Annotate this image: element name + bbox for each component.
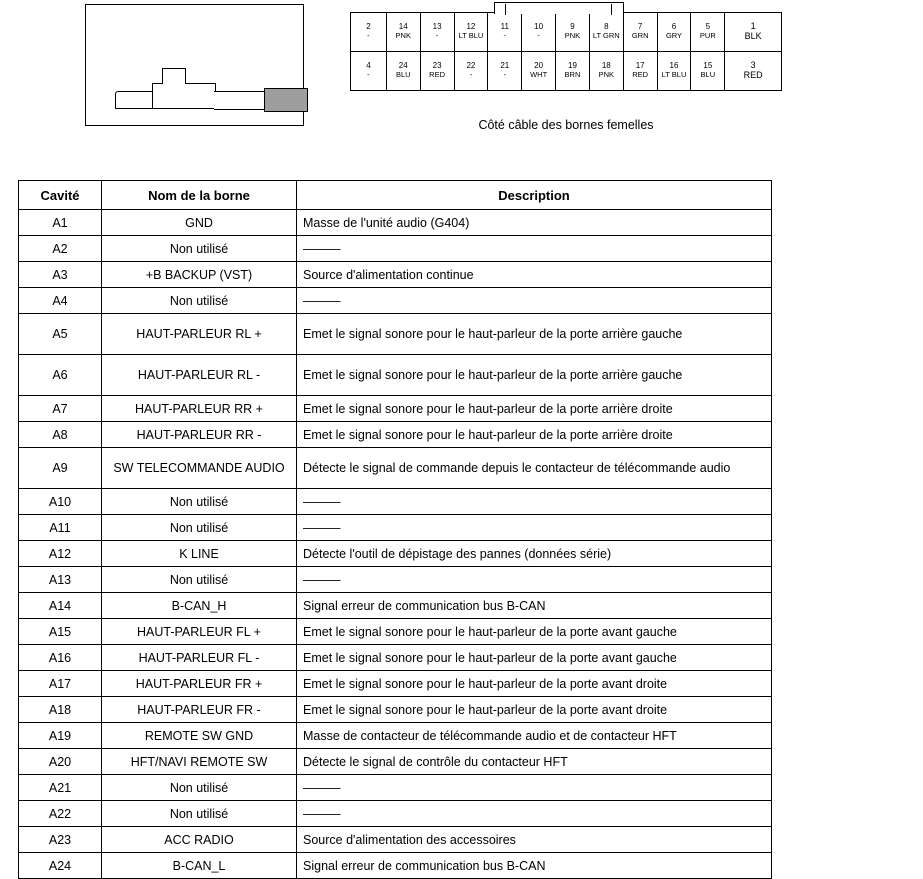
cell-cavity: A3 bbox=[19, 262, 102, 288]
cell-terminal-name: Non utilisé bbox=[102, 801, 297, 827]
connector-pin bbox=[421, 13, 455, 51]
cell-cavity: A13 bbox=[19, 567, 102, 593]
cell-cavity: A9 bbox=[19, 448, 102, 489]
pin-wire-color: - bbox=[537, 31, 540, 41]
pin-wire-color: PNK bbox=[564, 31, 581, 41]
pin-number: 18 bbox=[601, 61, 611, 71]
cell-terminal-name: HAUT-PARLEUR RR + bbox=[102, 396, 297, 422]
pin-wire-color: PUR bbox=[699, 31, 716, 41]
cell-terminal-name: Non utilisé bbox=[102, 489, 297, 515]
cell-description: Emet le signal sonore pour le haut-parleur de la porte arrière droite bbox=[297, 422, 772, 448]
column-header-description: Description bbox=[297, 181, 772, 210]
connector-notch-inner bbox=[505, 4, 612, 15]
cell-cavity: A10 bbox=[19, 489, 102, 515]
pin-number: 6 bbox=[671, 22, 677, 32]
table-header-row bbox=[19, 181, 772, 210]
pin-wire-color: PNK bbox=[598, 70, 615, 80]
connector-pin bbox=[556, 52, 590, 90]
pin-number: 5 bbox=[705, 22, 711, 32]
pin-number: 16 bbox=[669, 61, 679, 71]
cell-terminal-name: B-CAN_L bbox=[102, 853, 297, 879]
pin-number: 22 bbox=[466, 61, 476, 71]
cell-cavity: A12 bbox=[19, 541, 102, 567]
connector-pin bbox=[488, 52, 522, 90]
cell-description: ——— bbox=[297, 567, 772, 593]
cell-cavity: A21 bbox=[19, 775, 102, 801]
table-row bbox=[19, 853, 772, 879]
cell-description: Signal erreur de communication bus B-CAN bbox=[297, 593, 772, 619]
connector-body bbox=[350, 12, 782, 91]
pin-number: 11 bbox=[500, 22, 509, 32]
pin-wire-color: RED bbox=[632, 70, 649, 80]
pin-number: 24 bbox=[398, 61, 408, 71]
connector-pin bbox=[658, 52, 692, 90]
pin-wire-color: - bbox=[503, 31, 507, 41]
pin-wire-color: BRN bbox=[564, 70, 581, 80]
diagram-area bbox=[0, 0, 923, 160]
pin-wire-color: - bbox=[503, 70, 507, 80]
pin-number: 20 bbox=[534, 61, 544, 71]
cell-cavity: A2 bbox=[19, 236, 102, 262]
cell-terminal-name: GND bbox=[102, 210, 297, 236]
unit-shape-left-bracket bbox=[115, 91, 155, 109]
pin-wire-color: LT BLU bbox=[458, 31, 484, 41]
pin-number: 12 bbox=[466, 22, 476, 32]
cell-cavity: A7 bbox=[19, 396, 102, 422]
connector-pin bbox=[624, 13, 658, 51]
cell-cavity: A4 bbox=[19, 288, 102, 314]
cell-description: Emet le signal sonore pour le haut-parleur de la porte avant droite bbox=[297, 671, 772, 697]
pin-wire-color: RED bbox=[743, 70, 763, 80]
pin-wire-color: - bbox=[367, 31, 370, 41]
table-row bbox=[19, 314, 772, 355]
cell-description: Emet le signal sonore pour le haut-parleur de la porte arrière gauche bbox=[297, 314, 772, 355]
unit-shape-highlighted-connector bbox=[264, 88, 308, 112]
connector-row-top bbox=[351, 13, 781, 52]
connector-pin bbox=[522, 13, 556, 51]
cell-description: Emet le signal sonore pour le haut-parleur de la porte avant gauche bbox=[297, 645, 772, 671]
pin-number: 14 bbox=[398, 22, 408, 32]
cell-cavity: A5 bbox=[19, 314, 102, 355]
table-row bbox=[19, 210, 772, 236]
connector-pin bbox=[488, 13, 522, 51]
pin-wire-color: - bbox=[367, 70, 370, 80]
cell-cavity: A19 bbox=[19, 723, 102, 749]
connector-pin bbox=[590, 13, 624, 51]
cell-terminal-name: K LINE bbox=[102, 541, 297, 567]
pin-number: 17 bbox=[635, 61, 645, 71]
pin-wire-color: PNK bbox=[395, 31, 411, 41]
table-row bbox=[19, 801, 772, 827]
connector-pin bbox=[624, 52, 658, 90]
connector-pin bbox=[351, 13, 387, 51]
table-row bbox=[19, 515, 772, 541]
connector-pin bbox=[658, 13, 692, 51]
table-row bbox=[19, 262, 772, 288]
table-row bbox=[19, 697, 772, 723]
table-row bbox=[19, 593, 772, 619]
cell-description: Emet le signal sonore pour le haut-parleur de la porte avant droite bbox=[297, 697, 772, 723]
cell-cavity: A8 bbox=[19, 422, 102, 448]
cell-description: Source d'alimentation continue bbox=[297, 262, 772, 288]
unit-shape-main-connector bbox=[152, 83, 216, 109]
connector-pin bbox=[725, 52, 781, 90]
pin-assignment-table bbox=[18, 180, 772, 879]
pin-wire-color: BLU bbox=[700, 70, 716, 80]
table-row bbox=[19, 827, 772, 853]
cell-terminal-name: Non utilisé bbox=[102, 567, 297, 593]
connector-pin bbox=[522, 52, 556, 90]
cell-description: Emet le signal sonore pour le haut-parleur de la porte arrière droite bbox=[297, 396, 772, 422]
cell-terminal-name: HAUT-PARLEUR RL - bbox=[102, 355, 297, 396]
connector-pin bbox=[387, 13, 421, 51]
cell-terminal-name: Non utilisé bbox=[102, 288, 297, 314]
cell-cavity: A1 bbox=[19, 210, 102, 236]
unit-shape-bar bbox=[214, 91, 264, 110]
diagram-caption: Côté câble des bornes femelles bbox=[478, 118, 654, 132]
table-row bbox=[19, 671, 772, 697]
cell-terminal-name: SW TELECOMMANDE AUDIO bbox=[102, 448, 297, 489]
pin-number: 7 bbox=[637, 22, 643, 32]
cell-cavity: A15 bbox=[19, 619, 102, 645]
cell-description: Emet le signal sonore pour le haut-parleur de la porte avant gauche bbox=[297, 619, 772, 645]
cell-cavity: A14 bbox=[19, 593, 102, 619]
cell-description: Détecte le signal de commande depuis le contacteur de télécommande audio bbox=[297, 448, 772, 489]
cell-terminal-name: HFT/NAVI REMOTE SW bbox=[102, 749, 297, 775]
column-header-terminal-name: Nom de la borne bbox=[102, 181, 297, 210]
pin-wire-color: - bbox=[435, 31, 439, 41]
cell-cavity: A23 bbox=[19, 827, 102, 853]
column-header-cavity: Cavité bbox=[19, 181, 102, 210]
cell-description: Masse de contacteur de télécommande audio et de contacteur HFT bbox=[297, 723, 772, 749]
connector-pin bbox=[387, 52, 421, 90]
cell-cavity: A18 bbox=[19, 697, 102, 723]
table-row bbox=[19, 645, 772, 671]
pin-wire-color: GRN bbox=[631, 31, 649, 41]
connector-pin bbox=[455, 52, 489, 90]
connector-pin bbox=[725, 13, 781, 51]
connector-pinout-diagram bbox=[350, 12, 782, 91]
table-row bbox=[19, 355, 772, 396]
cell-description: ——— bbox=[297, 801, 772, 827]
pin-wire-color: GRY bbox=[665, 31, 683, 41]
cell-cavity: A11 bbox=[19, 515, 102, 541]
cell-terminal-name: REMOTE SW GND bbox=[102, 723, 297, 749]
connector-pin bbox=[691, 13, 725, 51]
pin-number: 1 bbox=[750, 21, 756, 32]
pin-number: 15 bbox=[703, 61, 713, 71]
pin-wire-color: RED bbox=[429, 70, 446, 80]
cell-description: Détecte le signal de contrôle du contacteur HFT bbox=[297, 749, 772, 775]
cell-cavity: A22 bbox=[19, 801, 102, 827]
pin-wire-color: WHT bbox=[530, 70, 548, 80]
table-row bbox=[19, 236, 772, 262]
pin-wire-color: - bbox=[469, 70, 473, 80]
pin-number: 23 bbox=[432, 61, 442, 71]
pin-number: 9 bbox=[570, 22, 575, 32]
pin-wire-color: LT BLU bbox=[661, 70, 687, 80]
cell-terminal-name: B-CAN_H bbox=[102, 593, 297, 619]
connector-pin bbox=[556, 13, 590, 51]
connector-pin bbox=[590, 52, 624, 90]
pin-number: 10 bbox=[534, 22, 544, 32]
connector-pin bbox=[421, 52, 455, 90]
cell-description: ——— bbox=[297, 775, 772, 801]
pin-number: 21 bbox=[500, 61, 510, 71]
table-row bbox=[19, 422, 772, 448]
cell-terminal-name: Non utilisé bbox=[102, 775, 297, 801]
cell-terminal-name: HAUT-PARLEUR RR - bbox=[102, 422, 297, 448]
cell-description: Masse de l'unité audio (G404) bbox=[297, 210, 772, 236]
table-row bbox=[19, 448, 772, 489]
pin-wire-color: BLK bbox=[744, 31, 762, 41]
cell-description: Source d'alimentation des accessoires bbox=[297, 827, 772, 853]
table-row bbox=[19, 489, 772, 515]
pin-number: 19 bbox=[568, 61, 577, 71]
table-row bbox=[19, 288, 772, 314]
cell-description: ——— bbox=[297, 489, 772, 515]
connector-row-bottom bbox=[351, 52, 781, 90]
pin-wire-color: BLU bbox=[395, 70, 411, 80]
cell-description: ——— bbox=[297, 515, 772, 541]
cell-terminal-name: ACC RADIO bbox=[102, 827, 297, 853]
pin-number: 8 bbox=[604, 22, 609, 32]
connector-pin bbox=[691, 52, 725, 90]
table-row bbox=[19, 396, 772, 422]
pin-number: 3 bbox=[750, 60, 756, 71]
table-row bbox=[19, 723, 772, 749]
cell-description: Détecte l'outil de dépistage des pannes (données série) bbox=[297, 541, 772, 567]
table-row bbox=[19, 775, 772, 801]
table-row bbox=[19, 541, 772, 567]
audio-unit-shapes bbox=[86, 5, 303, 125]
cell-cavity: A20 bbox=[19, 749, 102, 775]
pin-number: 4 bbox=[366, 61, 371, 71]
pin-number: 13 bbox=[432, 22, 442, 32]
cell-cavity: A6 bbox=[19, 355, 102, 396]
connector-notch bbox=[494, 2, 624, 14]
cell-terminal-name: HAUT-PARLEUR FL - bbox=[102, 645, 297, 671]
table-row bbox=[19, 567, 772, 593]
cell-description: Signal erreur de communication bus B-CAN bbox=[297, 853, 772, 879]
cell-terminal-name: HAUT-PARLEUR RL + bbox=[102, 314, 297, 355]
cell-terminal-name: Non utilisé bbox=[102, 236, 297, 262]
cell-description: ——— bbox=[297, 236, 772, 262]
connector-pin bbox=[455, 13, 489, 51]
cell-terminal-name: Non utilisé bbox=[102, 515, 297, 541]
connector-pin bbox=[351, 52, 387, 90]
cell-description: ——— bbox=[297, 288, 772, 314]
cell-terminal-name: +B BACKUP (VST) bbox=[102, 262, 297, 288]
cell-cavity: A16 bbox=[19, 645, 102, 671]
cell-terminal-name: HAUT-PARLEUR FR - bbox=[102, 697, 297, 723]
cell-cavity: A24 bbox=[19, 853, 102, 879]
table-row bbox=[19, 619, 772, 645]
cell-description: Emet le signal sonore pour le haut-parleur de la porte arrière gauche bbox=[297, 355, 772, 396]
cell-terminal-name: HAUT-PARLEUR FR + bbox=[102, 671, 297, 697]
table-row bbox=[19, 749, 772, 775]
pin-number: 2 bbox=[366, 22, 371, 32]
audio-unit-illustration bbox=[85, 4, 304, 126]
unit-shape-tab bbox=[162, 68, 186, 84]
cell-terminal-name: HAUT-PARLEUR FL + bbox=[102, 619, 297, 645]
cell-cavity: A17 bbox=[19, 671, 102, 697]
pin-wire-color: LT GRN bbox=[592, 31, 620, 41]
